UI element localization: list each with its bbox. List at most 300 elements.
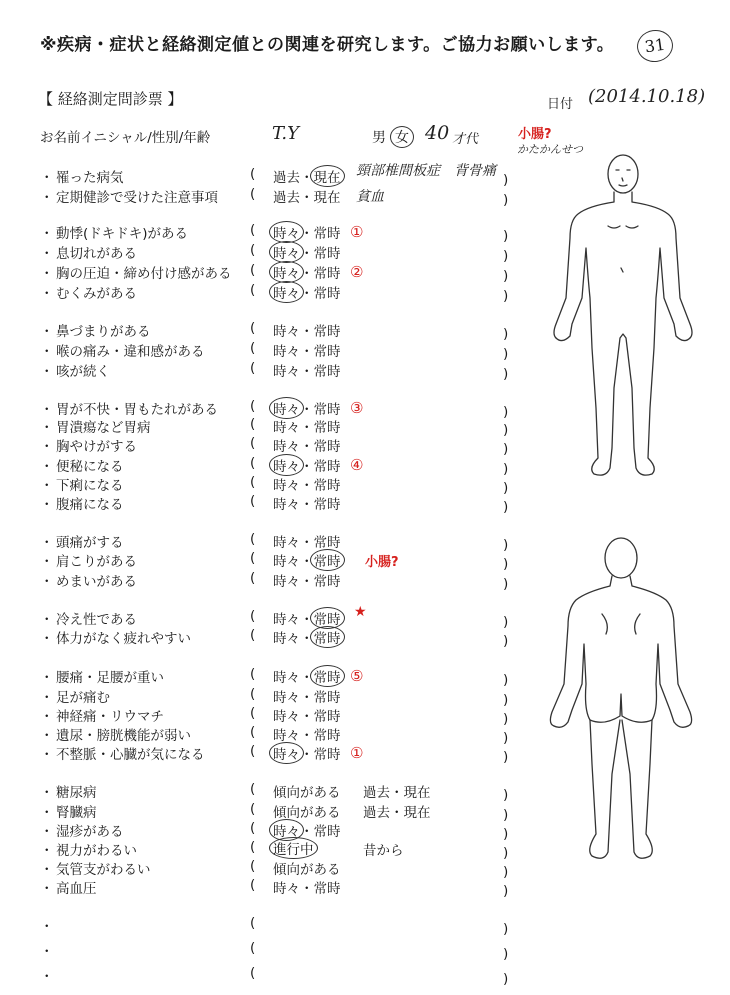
answer-option-2[interactable]: 常時 <box>313 459 341 475</box>
option-separator: ・ <box>300 344 314 360</box>
bullet: ・ <box>40 862 54 878</box>
answer-extra: 過去・現在 <box>363 805 431 821</box>
answer-option-1[interactable]: 時々 <box>273 478 300 494</box>
bullet: ・ <box>40 785 54 801</box>
paren-open: ( <box>250 282 256 298</box>
answer-option-2[interactable]: 現在 <box>310 165 345 187</box>
bullet: ・ <box>40 324 54 340</box>
bullet: ・ <box>40 709 54 725</box>
option-separator: ・ <box>300 459 314 475</box>
question-label <box>40 724 191 744</box>
option-separator: ・ <box>300 670 314 686</box>
question-label <box>40 320 151 340</box>
option-separator: ・ <box>300 690 314 706</box>
question-text: 糖尿病 <box>56 785 97 801</box>
paren-open: ( <box>250 608 256 624</box>
priority-badge: ④ <box>350 456 364 474</box>
option-separator: ・ <box>300 497 314 513</box>
question-text: 肩こりがある <box>56 554 137 570</box>
option-separator: ・ <box>300 728 314 744</box>
answer-options <box>273 858 341 878</box>
answer-options <box>273 627 341 647</box>
answer-options <box>273 282 341 302</box>
paren-open: ( <box>250 686 256 702</box>
paren-open: ( <box>250 340 256 356</box>
question-text: 腹痛になる <box>56 497 124 513</box>
option-separator: ・ <box>300 535 314 551</box>
option-separator: ・ <box>300 824 314 840</box>
answer-option-2[interactable]: 常時 <box>313 226 341 242</box>
question-label <box>40 186 218 206</box>
paren-open: ( <box>250 940 256 956</box>
priority-badge: ② <box>350 263 364 281</box>
answer-option-1[interactable]: 時々 <box>273 554 300 570</box>
answer-option-2[interactable]: 常時 <box>313 709 341 725</box>
question-label <box>40 915 56 935</box>
bullet: ・ <box>40 478 54 494</box>
paren-open: ( <box>250 801 256 817</box>
answer-options <box>273 435 341 455</box>
paren-close: ) <box>503 499 509 515</box>
answer-options <box>273 686 341 706</box>
answer-option-1[interactable]: 時々 <box>273 709 300 725</box>
question-text: 湿疹がある <box>56 824 124 840</box>
paren-open: ( <box>250 858 256 874</box>
option-separator: ・ <box>300 439 314 455</box>
date-value: (2014.10.18) <box>588 86 706 107</box>
answer-option-1[interactable]: 時々 <box>273 497 300 513</box>
answer-option-2[interactable]: 常時 <box>313 497 341 513</box>
option-separator: ・ <box>300 574 314 590</box>
question-label <box>40 781 97 801</box>
option-separator: ・ <box>300 478 314 494</box>
answer-option-1[interactable]: 時々 <box>269 397 304 419</box>
question-label <box>40 608 137 628</box>
paren-open: ( <box>250 474 256 490</box>
paren-close: ) <box>503 192 509 208</box>
answer-option-2[interactable]: 常時 <box>310 626 345 648</box>
paren-open: ( <box>250 965 256 981</box>
answer-option-2[interactable]: 常時 <box>313 324 341 340</box>
answer-extra: 過去・現在 <box>363 785 431 801</box>
paren-open: ( <box>250 222 256 238</box>
bullet: ・ <box>40 690 54 706</box>
top-hand-note: かたかんせつ <box>517 143 583 156</box>
option-separator: ・ <box>300 266 314 282</box>
paren-close: ) <box>503 971 509 987</box>
answer-option-1[interactable]: 過去 <box>273 170 300 186</box>
answer-options <box>273 666 341 686</box>
bullet: ・ <box>40 728 54 744</box>
body-back-figure <box>546 534 696 869</box>
answer-extra: 昔から <box>363 843 404 859</box>
question-text: 遺尿・膀胱機能が弱い <box>56 728 191 744</box>
paren-open: ( <box>250 242 256 258</box>
question-label <box>40 360 110 380</box>
gender-male: 男 <box>372 130 386 146</box>
answer-option-1[interactable]: 時々 <box>269 819 304 841</box>
priority-badge: ① <box>350 744 364 762</box>
answer-options <box>273 550 341 570</box>
answer-options <box>273 262 341 282</box>
paren-close: ) <box>503 692 509 708</box>
bullet: ・ <box>40 286 54 302</box>
question-text: 神経痛・リウマチ <box>56 709 164 725</box>
bullet: ・ <box>40 402 54 418</box>
answer-option-2[interactable]: 常時 <box>313 728 341 744</box>
form-title: 【 経絡測定問診票 】 <box>38 90 183 108</box>
question-label <box>40 743 205 763</box>
answer-option-1[interactable]: 時々 <box>269 742 304 764</box>
paren-open: ( <box>250 550 256 566</box>
paren-open: ( <box>250 262 256 278</box>
option-separator: ・ <box>300 246 314 262</box>
answer-option-1[interactable]: 傾向がある <box>273 805 341 821</box>
bullet: ・ <box>40 535 54 551</box>
paren-close: ) <box>503 807 509 823</box>
answer-option-2[interactable]: 常時 <box>313 246 341 262</box>
answer-option-2[interactable]: 現在 <box>313 190 341 206</box>
answer-option-1[interactable]: 時々 <box>273 344 300 360</box>
question-text: 息切れがある <box>56 246 137 262</box>
answer-options <box>273 474 341 494</box>
body-front-figure <box>548 148 698 488</box>
option-separator: ・ <box>300 324 314 340</box>
answer-option-1[interactable]: 時々 <box>273 574 300 590</box>
bullet: ・ <box>40 805 54 821</box>
question-label <box>40 550 137 570</box>
answer-options <box>273 242 341 262</box>
answer-option-2[interactable]: 常時 <box>313 574 341 590</box>
paren-close: ) <box>503 228 509 244</box>
gender-female-circled: 女 <box>390 126 414 148</box>
question-label <box>40 940 56 960</box>
option-separator: ・ <box>300 364 314 380</box>
paren-close: ) <box>503 845 509 861</box>
age-value: 40 <box>425 122 450 144</box>
top-red-note: 小腸? <box>518 127 552 142</box>
paren-close: ) <box>503 576 509 592</box>
paren-open: ( <box>250 320 256 336</box>
answer-option-2[interactable]: 常時 <box>313 402 341 418</box>
answer-option-2[interactable]: 常時 <box>313 364 341 380</box>
paren-close: ) <box>503 921 509 937</box>
answer-option-1[interactable]: 傾向がある <box>273 785 341 801</box>
answer-option-1[interactable]: 時々 <box>273 690 300 706</box>
bullet: ・ <box>40 170 54 186</box>
answer-option-2[interactable]: 常時 <box>310 549 345 571</box>
bullet: ・ <box>40 612 54 628</box>
answer-options <box>273 493 341 513</box>
question-text: 胸やけがする <box>56 439 137 455</box>
paren-close: ) <box>503 404 509 420</box>
checkup-note: 貧血 <box>356 189 384 205</box>
bullet: ・ <box>40 944 54 960</box>
answer-option-1[interactable]: 時々 <box>269 281 304 303</box>
question-text: 不整脈・心臓が気になる <box>56 747 205 763</box>
answer-option-2[interactable]: 常時 <box>310 665 345 687</box>
bullet: ・ <box>40 824 54 840</box>
age-suffix: 才代 <box>452 132 479 147</box>
answer-option-1[interactable]: 傾向がある <box>273 862 341 878</box>
answer-option-1[interactable]: 時々 <box>273 631 300 647</box>
past-illness-note: 頸部椎間板症 背骨痛 <box>356 163 496 179</box>
option-separator: ・ <box>300 420 314 436</box>
question-label <box>40 686 110 706</box>
answer-option-1[interactable]: 時々 <box>269 241 304 263</box>
bullet: ・ <box>40 497 54 513</box>
paren-open: ( <box>250 531 256 547</box>
paren-open: ( <box>250 360 256 376</box>
option-separator: ・ <box>300 709 314 725</box>
question-label <box>40 531 124 551</box>
answer-option-2[interactable]: 常時 <box>313 478 341 494</box>
paren-open: ( <box>250 877 256 893</box>
option-separator: ・ <box>300 747 314 763</box>
paren-open: ( <box>250 570 256 586</box>
option-separator: ・ <box>300 612 314 628</box>
shoulder-red-note: 小腸? <box>365 555 399 570</box>
answer-options <box>273 455 341 475</box>
question-label <box>40 839 137 859</box>
answer-option-1[interactable]: 時々 <box>273 439 300 455</box>
paren-close: ) <box>503 288 509 304</box>
paren-open: ( <box>250 724 256 740</box>
question-text: 喉の痛み・違和感がある <box>56 344 205 360</box>
question-label <box>40 858 151 878</box>
star-mark: ★ <box>354 604 367 620</box>
bullet: ・ <box>40 190 54 206</box>
question-label <box>40 416 151 436</box>
answer-option-1[interactable]: 進行中 <box>269 837 318 859</box>
name-label: お名前イニシャル/性別/年齢 <box>40 130 211 146</box>
bullet: ・ <box>40 554 54 570</box>
answer-option-1[interactable]: 時々 <box>269 261 304 283</box>
paren-close: ) <box>503 749 509 765</box>
paren-open: ( <box>250 820 256 836</box>
option-separator: ・ <box>300 402 314 418</box>
answer-option-1[interactable]: 時々 <box>273 612 300 628</box>
option-separator: ・ <box>300 554 314 570</box>
answer-option-1[interactable]: 時々 <box>269 454 304 476</box>
paren-open: ( <box>250 416 256 432</box>
paren-close: ) <box>503 422 509 438</box>
question-label <box>40 455 124 475</box>
bullet: ・ <box>40 439 54 455</box>
paren-open: ( <box>250 398 256 414</box>
answer-option-1[interactable]: 時々 <box>273 324 300 340</box>
answer-option-2[interactable]: 常時 <box>313 690 341 706</box>
question-text: 便秘になる <box>56 459 124 475</box>
answer-options <box>273 781 341 801</box>
answer-options <box>273 360 341 380</box>
question-text: 頭痛がする <box>56 535 124 551</box>
answer-option-1[interactable]: 時々 <box>273 728 300 744</box>
paren-open: ( <box>250 915 256 931</box>
priority-badge: ① <box>350 223 364 241</box>
paren-close: ) <box>503 864 509 880</box>
paren-close: ) <box>503 711 509 727</box>
paren-open: ( <box>250 839 256 855</box>
paren-open: ( <box>250 781 256 797</box>
bullet: ・ <box>40 969 54 985</box>
answer-option-2[interactable]: 常時 <box>313 266 341 282</box>
paren-open: ( <box>250 627 256 643</box>
paren-open: ( <box>250 435 256 451</box>
question-text: 胸の圧迫・締め付け感がある <box>56 266 232 282</box>
question-text: 体力がなく疲れやすい <box>56 631 191 647</box>
question-text: 冷え性である <box>56 612 137 628</box>
paren-open: ( <box>250 666 256 682</box>
answer-option-1[interactable]: 時々 <box>273 364 300 380</box>
answer-options <box>273 743 341 763</box>
answer-options <box>273 724 341 744</box>
question-text: 胃潰瘍など胃病 <box>56 420 151 436</box>
question-label <box>40 666 164 686</box>
bullet: ・ <box>40 459 54 475</box>
paren-close: ) <box>503 480 509 496</box>
question-text: 定期健診で受けた注意事項 <box>56 190 218 206</box>
question-text: 視力がわるい <box>56 843 137 859</box>
question-label <box>40 965 56 985</box>
paren-close: ) <box>503 946 509 962</box>
paren-close: ) <box>503 441 509 457</box>
bullet: ・ <box>40 631 54 647</box>
bullet: ・ <box>40 881 54 897</box>
question-label <box>40 340 205 360</box>
answer-options <box>273 186 341 206</box>
question-text: 動悸(ドキドキ)がある <box>56 226 189 242</box>
bullet: ・ <box>40 574 54 590</box>
answer-option-2[interactable]: 常時 <box>313 286 341 302</box>
answer-options <box>273 839 314 858</box>
paren-close: ) <box>503 537 509 553</box>
paren-close: ) <box>503 326 509 342</box>
answer-options <box>273 166 341 186</box>
answer-option-2[interactable]: 常時 <box>313 881 341 897</box>
answer-option-2[interactable]: 常時 <box>313 535 341 551</box>
page-heading: ※疾病・症状と経絡測定値との関連を研究します。ご協力お願いします。 <box>40 35 615 55</box>
question-text: 気管支がわるい <box>56 862 151 878</box>
answer-option-1[interactable]: 時々 <box>269 221 304 243</box>
page-number-badge: 31 <box>635 28 675 65</box>
answer-option-2[interactable]: 常時 <box>310 607 345 629</box>
question-label <box>40 166 124 186</box>
question-text: 下痢になる <box>56 478 124 494</box>
question-text: 高血圧 <box>56 881 97 897</box>
answer-options <box>273 320 341 340</box>
question-label <box>40 474 124 494</box>
question-label <box>40 262 232 282</box>
question-text: 鼻づまりがある <box>56 324 151 340</box>
paren-open: ( <box>250 705 256 721</box>
answer-options <box>273 398 341 418</box>
bullet: ・ <box>40 420 54 436</box>
paren-open: ( <box>250 455 256 471</box>
answer-option-2[interactable]: 常時 <box>313 420 341 436</box>
question-label <box>40 627 191 647</box>
question-text: むくみがある <box>56 286 137 302</box>
question-text: めまいがある <box>56 574 137 590</box>
question-text: 腎臓病 <box>56 805 97 821</box>
answer-options <box>273 416 341 436</box>
answer-option-1[interactable]: 時々 <box>273 420 300 436</box>
gender-field <box>372 126 414 148</box>
answer-option-1[interactable]: 時々 <box>273 535 300 551</box>
question-label <box>40 435 137 455</box>
question-label <box>40 820 124 840</box>
question-label <box>40 705 164 725</box>
paren-close: ) <box>503 633 509 649</box>
question-label <box>40 570 137 590</box>
paren-open: ( <box>250 186 256 202</box>
paren-close: ) <box>503 614 509 630</box>
question-text: 胃が不快・胃もたれがある <box>56 402 218 418</box>
answer-option-2[interactable]: 常時 <box>313 439 341 455</box>
option-separator: ・ <box>300 286 314 302</box>
question-text: 足が痛む <box>56 690 110 706</box>
question-label <box>40 493 124 513</box>
paren-open: ( <box>250 493 256 509</box>
answer-options <box>273 531 341 551</box>
bullet: ・ <box>40 266 54 282</box>
answer-options <box>273 705 341 725</box>
option-separator: ・ <box>300 170 314 186</box>
bullet: ・ <box>40 246 54 262</box>
question-label <box>40 242 137 262</box>
bullet: ・ <box>40 747 54 763</box>
bullet: ・ <box>40 843 54 859</box>
answer-options <box>273 222 341 242</box>
paren-close: ) <box>503 366 509 382</box>
question-text: 罹った病気 <box>56 170 124 186</box>
answer-options <box>273 801 341 821</box>
question-label <box>40 222 188 242</box>
bullet: ・ <box>40 919 54 935</box>
bullet: ・ <box>40 670 54 686</box>
answer-option-1[interactable]: 時々 <box>273 670 300 686</box>
answer-option-2[interactable]: 常時 <box>313 747 341 763</box>
answer-option-1[interactable]: 過去 <box>273 190 300 206</box>
paren-close: ) <box>503 556 509 572</box>
option-separator: ・ <box>300 881 314 897</box>
question-label <box>40 282 137 302</box>
paren-close: ) <box>503 172 509 188</box>
paren-close: ) <box>503 268 509 284</box>
option-separator: ・ <box>300 226 314 242</box>
bullet: ・ <box>40 344 54 360</box>
question-label <box>40 801 97 821</box>
paren-close: ) <box>503 248 509 264</box>
option-separator: ・ <box>300 631 314 647</box>
option-separator: ・ <box>300 190 314 206</box>
answer-option-2[interactable]: 常時 <box>313 824 341 840</box>
paren-close: ) <box>503 730 509 746</box>
question-label <box>40 877 97 897</box>
paren-close: ) <box>503 461 509 477</box>
paren-close: ) <box>503 787 509 803</box>
paren-close: ) <box>503 883 509 899</box>
bullet: ・ <box>40 226 54 242</box>
paren-close: ) <box>503 826 509 842</box>
answer-option-2[interactable]: 常時 <box>313 344 341 360</box>
priority-badge: ③ <box>350 399 364 417</box>
date-label: 日付 <box>547 97 574 112</box>
answer-option-1[interactable]: 時々 <box>273 881 300 897</box>
bullet: ・ <box>40 364 54 380</box>
question-text: 咳が続く <box>56 364 110 380</box>
paren-close: ) <box>503 672 509 688</box>
